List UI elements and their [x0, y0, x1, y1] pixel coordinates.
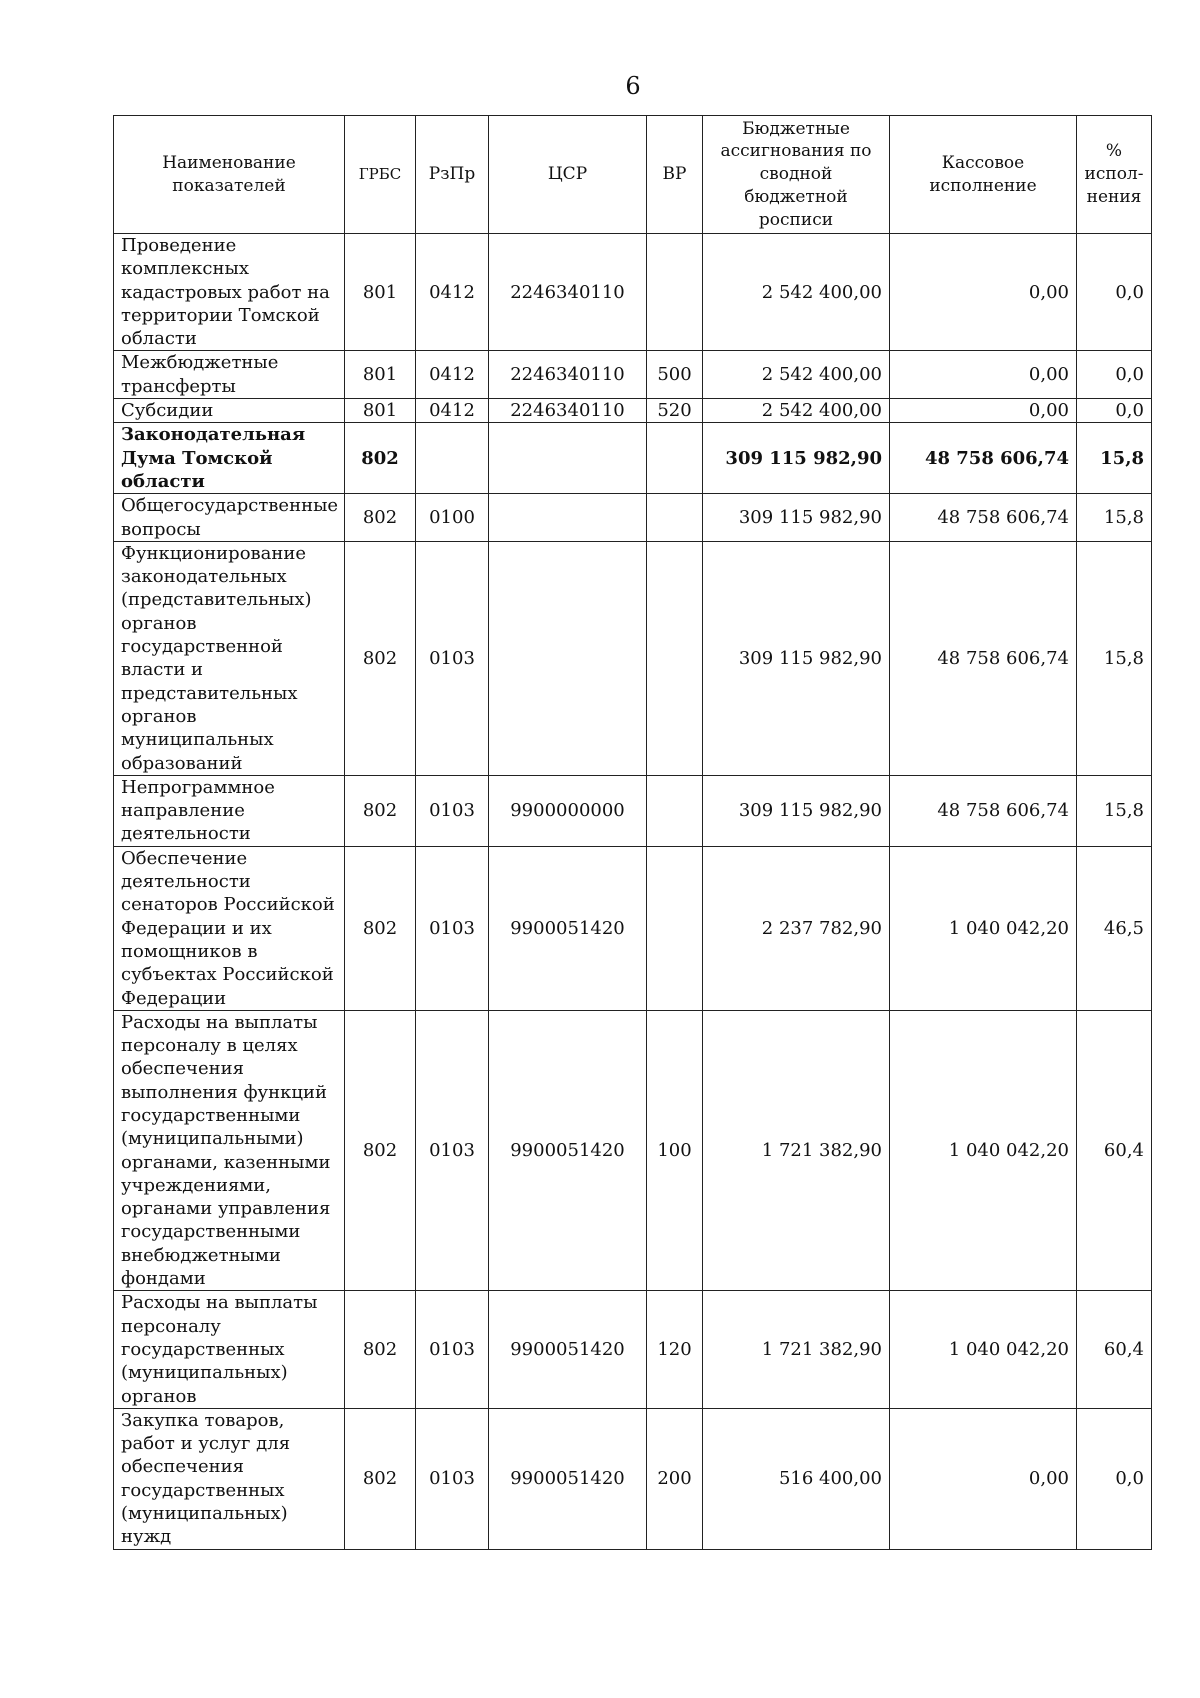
- row-assigned: 2 542 400,00: [703, 351, 890, 399]
- table-row: [114, 351, 1152, 399]
- table-row: [114, 775, 1152, 846]
- row-name: Субсидии: [114, 399, 345, 423]
- row-rzpr: 0412: [416, 351, 489, 399]
- row-assigned: 309 115 982,90: [703, 423, 890, 494]
- table-header-row: [114, 116, 1152, 234]
- row-percent: 15,8: [1077, 494, 1152, 542]
- row-percent: 0,0: [1077, 351, 1152, 399]
- row-csr: 2246340110: [489, 399, 647, 423]
- table-row: [114, 399, 1152, 423]
- row-percent: 0,0: [1077, 234, 1152, 351]
- row-executed: 1 040 042,20: [890, 1291, 1077, 1408]
- row-name: Непрограммное направление деятельности: [114, 775, 345, 846]
- row-csr: 9900051420: [489, 1408, 647, 1549]
- row-grbs: 802: [345, 1291, 416, 1408]
- row-rzpr: [416, 423, 489, 494]
- row-percent: 15,8: [1077, 541, 1152, 775]
- header-grbs: ГРБС: [345, 116, 416, 234]
- row-rzpr: 0103: [416, 1291, 489, 1408]
- row-percent: 15,8: [1077, 423, 1152, 494]
- row-percent: 0,0: [1077, 399, 1152, 423]
- row-grbs: 802: [345, 1408, 416, 1549]
- row-name: Закупка товаров, работ и услуг для обеспечения государственных (муниципальных) нужд: [114, 1408, 345, 1549]
- header-executed: Кассовое исполнение: [890, 116, 1077, 234]
- row-percent: 60,4: [1077, 1291, 1152, 1408]
- row-assigned: 2 542 400,00: [703, 399, 890, 423]
- row-grbs: 802: [345, 775, 416, 846]
- header-vr: ВР: [647, 116, 703, 234]
- row-grbs: 802: [345, 846, 416, 1010]
- row-grbs: 802: [345, 423, 416, 494]
- row-rzpr: 0103: [416, 1010, 489, 1291]
- row-executed: 0,00: [890, 234, 1077, 351]
- row-csr: 9900000000: [489, 775, 647, 846]
- row-executed: 48 758 606,74: [890, 423, 1077, 494]
- row-vr: [647, 846, 703, 1010]
- header-rzpr: РзПр: [416, 116, 489, 234]
- row-name: Расходы на выплаты персоналу в целях обеспечения выполнения функций государственными (муниципальными) органами, казенными учреждениями, органами управления государственными внебюджетными фондами: [114, 1010, 345, 1291]
- table-row: [114, 494, 1152, 542]
- row-assigned: 309 115 982,90: [703, 541, 890, 775]
- row-name: Проведение комплексных кадастровых работ на территории Томской области: [114, 234, 345, 351]
- page-number: 6: [625, 72, 641, 100]
- row-csr: 9900051420: [489, 1291, 647, 1408]
- row-percent: 0,0: [1077, 1408, 1152, 1549]
- row-grbs: 802: [345, 494, 416, 542]
- table-row: [114, 1408, 1152, 1549]
- row-executed: 1 040 042,20: [890, 1010, 1077, 1291]
- row-executed: 0,00: [890, 399, 1077, 423]
- row-vr: 120: [647, 1291, 703, 1408]
- row-name: Обеспечение деятельности сенаторов Российской Федерации и их помощников в субъектах Российской Федерации: [114, 846, 345, 1010]
- row-csr: [489, 541, 647, 775]
- row-grbs: 801: [345, 399, 416, 423]
- row-assigned: 1 721 382,90: [703, 1010, 890, 1291]
- row-vr: [647, 234, 703, 351]
- row-csr: [489, 423, 647, 494]
- row-name: Функционирование законодательных (представительных) органов государственной власти и представительных органов муниципальных образований: [114, 541, 345, 775]
- row-assigned: 2 542 400,00: [703, 234, 890, 351]
- row-rzpr: 0103: [416, 541, 489, 775]
- row-executed: 0,00: [890, 1408, 1077, 1549]
- row-vr: [647, 775, 703, 846]
- row-assigned: 1 721 382,90: [703, 1291, 890, 1408]
- row-csr: [489, 494, 647, 542]
- table-row: [114, 541, 1152, 775]
- row-grbs: 801: [345, 234, 416, 351]
- row-name: Межбюджетные трансферты: [114, 351, 345, 399]
- table-row: [114, 234, 1152, 351]
- row-assigned: 516 400,00: [703, 1408, 890, 1549]
- row-executed: 48 758 606,74: [890, 541, 1077, 775]
- row-vr: [647, 494, 703, 542]
- row-grbs: 801: [345, 351, 416, 399]
- row-vr: 500: [647, 351, 703, 399]
- row-percent: 15,8: [1077, 775, 1152, 846]
- header-csr: ЦСР: [489, 116, 647, 234]
- row-name: Законодательная Дума Томской области: [114, 423, 345, 494]
- row-executed: 48 758 606,74: [890, 494, 1077, 542]
- row-assigned: 309 115 982,90: [703, 775, 890, 846]
- row-csr: 9900051420: [489, 846, 647, 1010]
- row-executed: 48 758 606,74: [890, 775, 1077, 846]
- table-row: [114, 1010, 1152, 1291]
- row-percent: 46,5: [1077, 846, 1152, 1010]
- header-percent: % испол- нения: [1077, 116, 1152, 234]
- row-vr: 100: [647, 1010, 703, 1291]
- row-executed: 0,00: [890, 351, 1077, 399]
- header-name: Наименование показателей: [114, 116, 345, 234]
- row-percent: 60,4: [1077, 1010, 1152, 1291]
- row-grbs: 802: [345, 541, 416, 775]
- table-row: [114, 1291, 1152, 1408]
- row-rzpr: 0103: [416, 846, 489, 1010]
- row-name: Общегосударственные вопросы: [114, 494, 345, 542]
- row-vr: 520: [647, 399, 703, 423]
- table-row: [114, 423, 1152, 494]
- table-row: [114, 846, 1152, 1010]
- row-rzpr: 0103: [416, 1408, 489, 1549]
- row-rzpr: 0103: [416, 775, 489, 846]
- row-csr: 2246340110: [489, 351, 647, 399]
- header-assigned: Бюджетные ассигнования по сводной бюджетной росписи: [703, 116, 890, 234]
- row-vr: [647, 541, 703, 775]
- row-vr: 200: [647, 1408, 703, 1549]
- row-rzpr: 0412: [416, 399, 489, 423]
- row-assigned: 2 237 782,90: [703, 846, 890, 1010]
- row-executed: 1 040 042,20: [890, 846, 1077, 1010]
- row-csr: 9900051420: [489, 1010, 647, 1291]
- row-name: Расходы на выплаты персоналу государственных (муниципальных) органов: [114, 1291, 345, 1408]
- row-assigned: 309 115 982,90: [703, 494, 890, 542]
- row-grbs: 802: [345, 1010, 416, 1291]
- row-rzpr: 0100: [416, 494, 489, 542]
- row-csr: 2246340110: [489, 234, 647, 351]
- row-vr: [647, 423, 703, 494]
- budget-execution-table: [113, 115, 1152, 1550]
- row-rzpr: 0412: [416, 234, 489, 351]
